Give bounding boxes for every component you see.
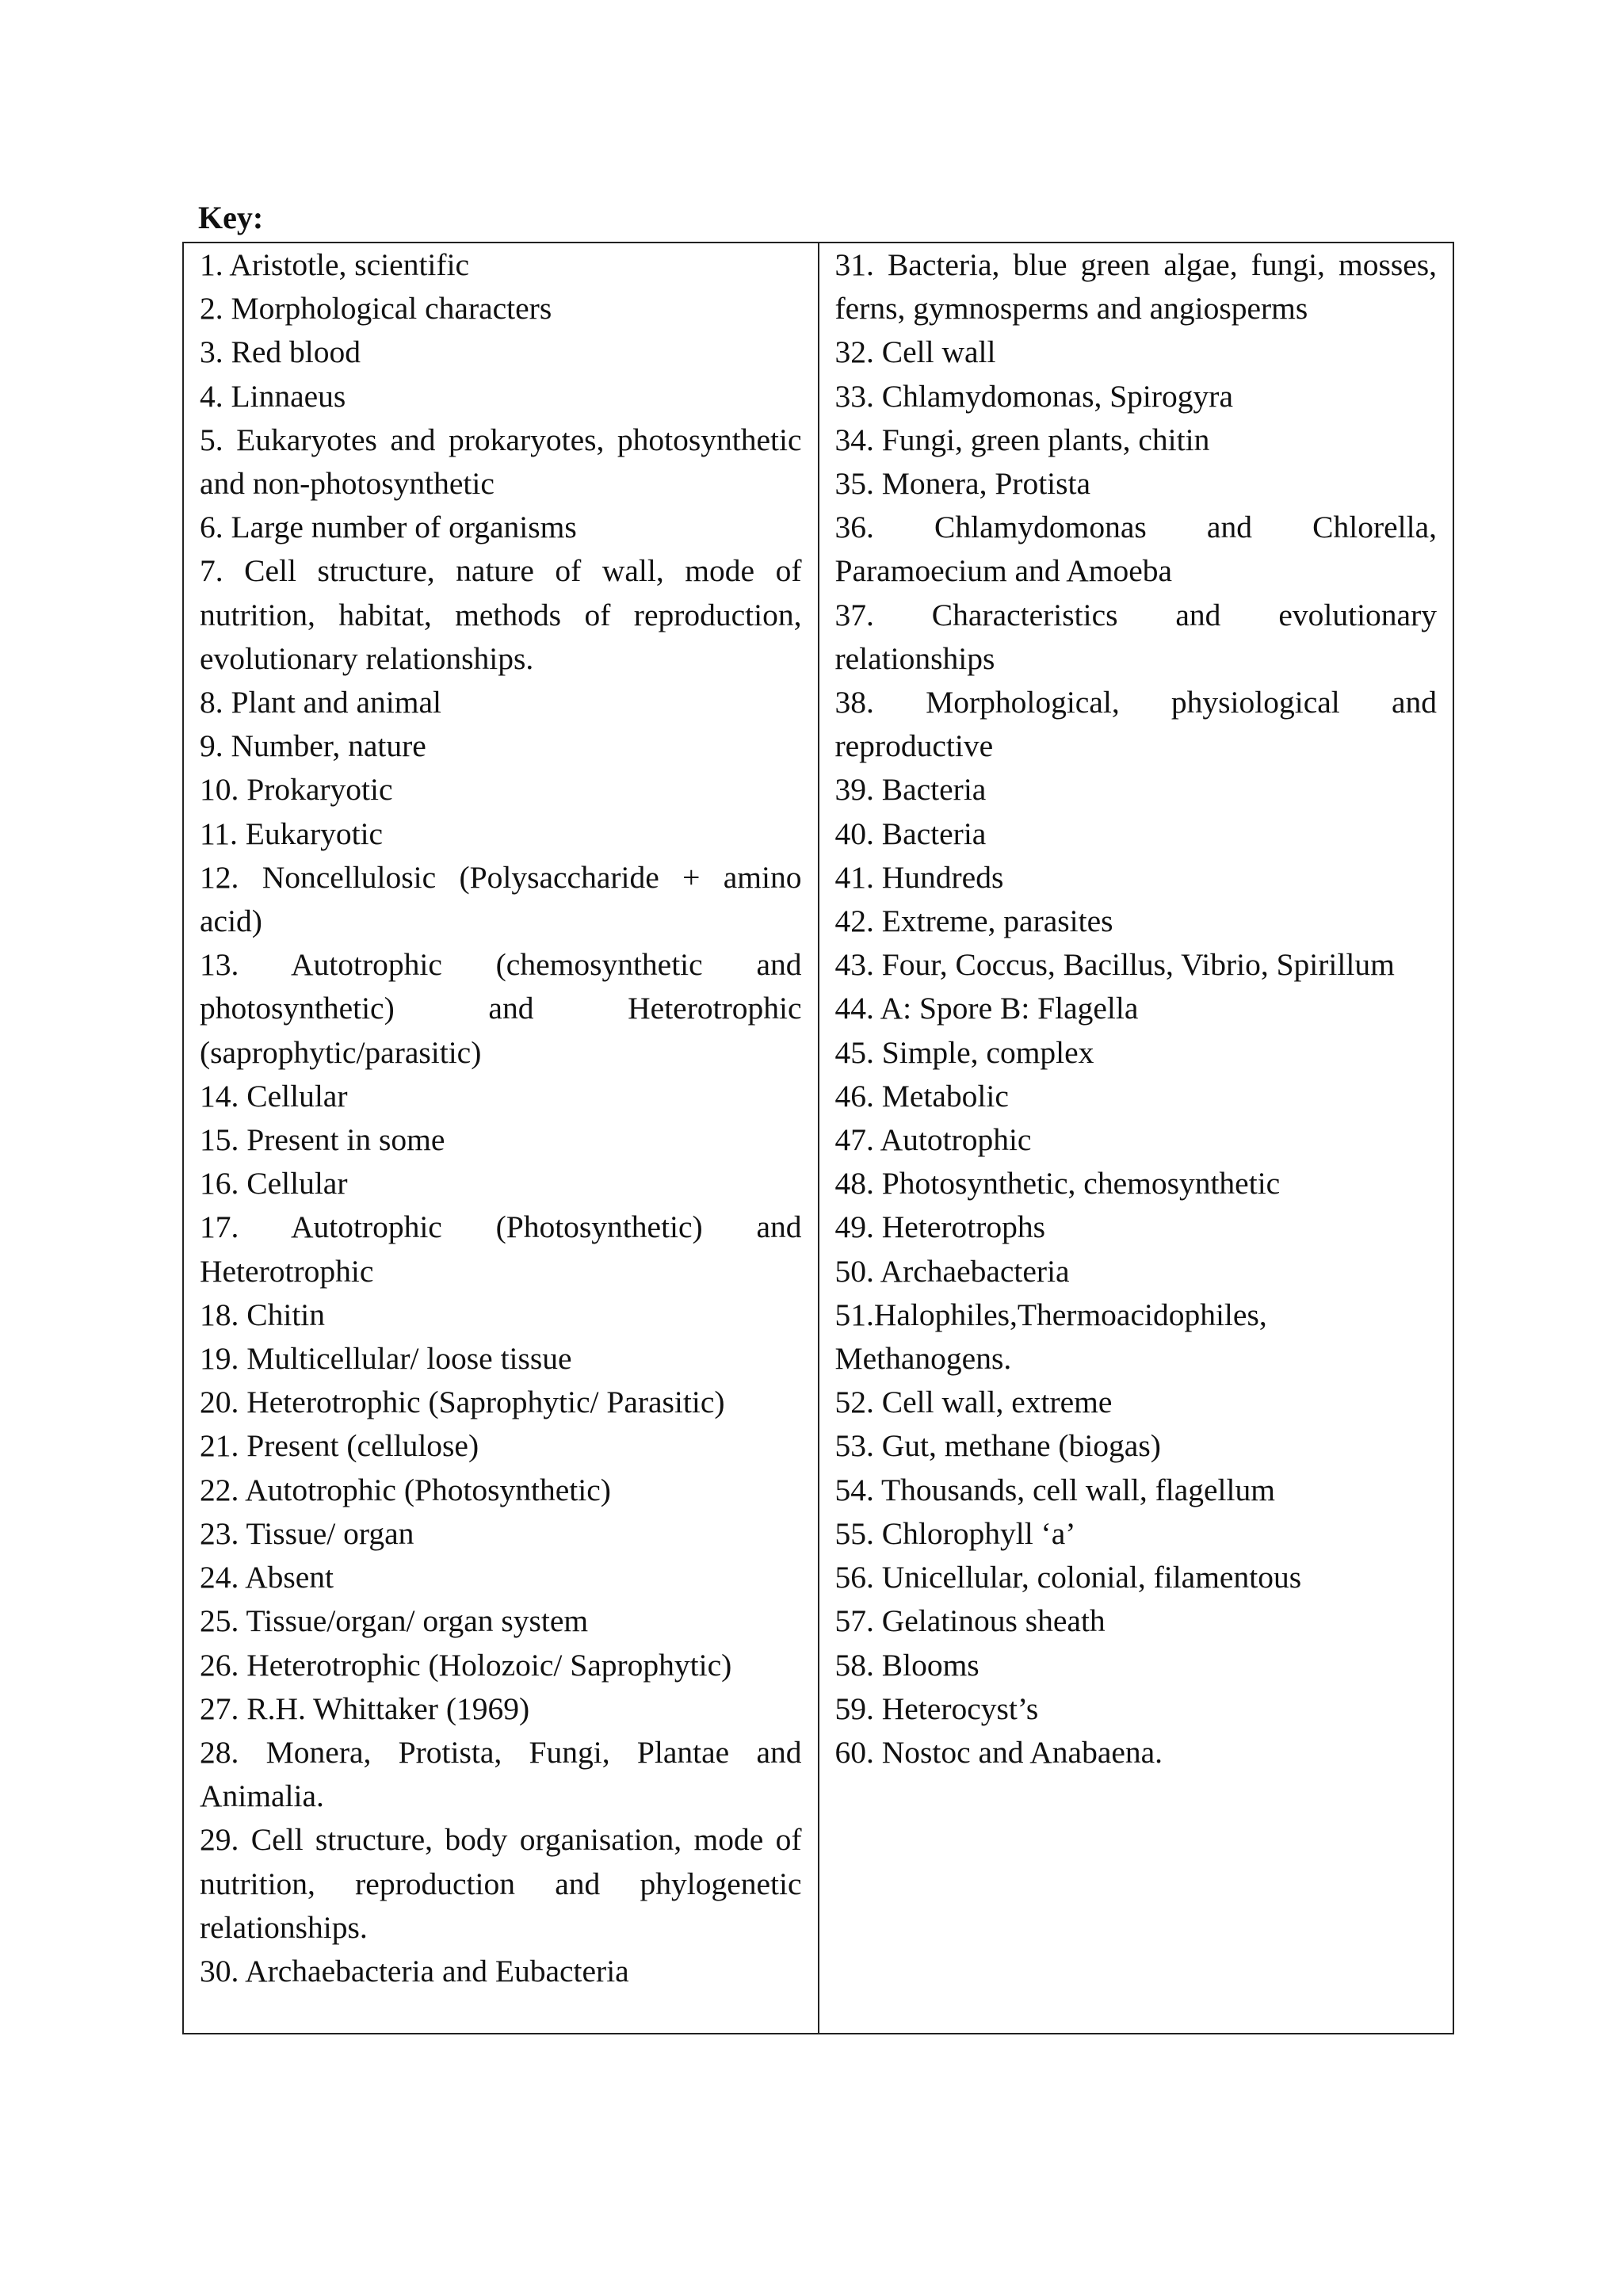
answer-item: 39. Bacteria xyxy=(834,772,987,808)
answer-item: 3. Red blood xyxy=(200,334,361,370)
answer-item: 51.Halophiles,Thermoacidophiles, Methanogens. xyxy=(834,1297,1267,1377)
answer-item: 20. Heterotrophic (Saprophytic/ Parasitic) xyxy=(200,1385,725,1420)
answer-item: 50. Archaebacteria xyxy=(834,1253,1070,1289)
answer-item: 34. Fungi, green plants, chitin xyxy=(834,422,1210,457)
answer-column-right xyxy=(819,243,1454,2034)
answer-item: 49. Heterotrophs xyxy=(834,1209,1045,1245)
answer-item: 28. Monera, Protista, Fungi, Plantae and Animalia. xyxy=(200,1734,802,1814)
answer-item: 25. Tissue/organ/ organ system xyxy=(200,1603,589,1639)
answer-item: 23. Tissue/ organ xyxy=(200,1515,414,1551)
answer-item: 52. Cell wall, extreme xyxy=(834,1385,1113,1420)
answer-list-right xyxy=(835,243,1438,1775)
answer-item: 15. Present in some xyxy=(200,1122,445,1158)
answer-item: 32. Cell wall xyxy=(834,334,996,370)
answer-item: 35. Monera, Protista xyxy=(834,466,1091,502)
answer-item: 48. Photosynthetic, chemosynthetic xyxy=(834,1166,1281,1201)
answer-item: 42. Extreme, parasites xyxy=(834,904,1113,939)
answer-item: 4. Linnaeus xyxy=(200,378,346,414)
answer-key-row xyxy=(183,243,1453,2034)
answer-item: 30. Archaebacteria and Eubacteria xyxy=(200,1953,629,1988)
answer-item: 26. Heterotrophic (Holozoic/ Saprophytic) xyxy=(200,1647,732,1683)
answer-item: 38. Morphological, physiological and reproductive xyxy=(834,685,1437,764)
answer-item: 58. Blooms xyxy=(834,1647,980,1683)
answer-key-table xyxy=(182,242,1454,2034)
answer-item: 21. Present (cellulose) xyxy=(200,1428,479,1464)
answer-item: 44. A: Spore B: Flagella xyxy=(834,991,1139,1026)
answer-item: 37. Characteristics and evolutionary relationships xyxy=(834,597,1437,676)
answer-item: 43. Four, Coccus, Bacillus, Vibrio, Spirillum xyxy=(834,947,1395,983)
answer-item: 5. Eukaryotes and prokaryotes, photosynthetic and non-photosynthetic xyxy=(200,422,802,502)
answer-item: 36. Chlamydomonas and Chlorella, Paramoecium and Amoeba xyxy=(834,510,1437,589)
answer-item: 45. Simple, complex xyxy=(834,1034,1094,1070)
answer-item: 7. Cell structure, nature of wall, mode of nutrition, habitat, methods of reproduction, evolutionary relationships. xyxy=(200,553,802,676)
answer-column-left xyxy=(183,243,819,2034)
answer-item: 31. Bacteria, blue green algae, fungi, mosses, ferns, gymnosperms and angiosperms xyxy=(834,247,1437,327)
answer-item: 22. Autotrophic (Photosynthetic) xyxy=(200,1472,611,1507)
answer-item: 9. Number, nature xyxy=(200,728,426,764)
answer-item: 59. Heterocyst’s xyxy=(834,1690,1039,1726)
answer-item: 55. Chlorophyll ‘a’ xyxy=(834,1515,1076,1551)
answer-item: 10. Prokaryotic xyxy=(200,772,393,808)
answer-list-left xyxy=(200,243,802,1993)
answer-item: 17. Autotrophic (Photosynthetic) and Heterotrophic xyxy=(200,1209,802,1289)
answer-item: 57. Gelatinous sheath xyxy=(834,1603,1106,1639)
key-heading: Key: xyxy=(198,200,264,235)
answer-item: 19. Multicellular/ loose tissue xyxy=(200,1341,572,1377)
answer-item: 60. Nostoc and Anabaena. xyxy=(834,1734,1163,1770)
answer-item: 14. Cellular xyxy=(200,1078,348,1114)
answer-item: 18. Chitin xyxy=(200,1297,326,1332)
answer-item: 41. Hundreds xyxy=(834,859,1004,895)
answer-item: 56. Unicellular, colonial, filamentous xyxy=(834,1560,1302,1595)
answer-item: 8. Plant and animal xyxy=(200,685,441,720)
answer-item: 16. Cellular xyxy=(200,1166,348,1201)
answer-item: 29. Cell structure, body organisation, mode of nutrition, reproduction and phylogenetic relationships. xyxy=(200,1822,802,1945)
answer-item: 47. Autotrophic xyxy=(834,1122,1032,1158)
answer-item: 46. Metabolic xyxy=(834,1078,1009,1114)
answer-item: 33. Chlamydomonas, Spirogyra xyxy=(834,378,1233,414)
answer-item: 11. Eukaryotic xyxy=(200,816,384,851)
answer-item: 6. Large number of organisms xyxy=(200,510,577,545)
answer-item: 2. Morphological characters xyxy=(200,291,552,327)
answer-item: 40. Bacteria xyxy=(834,816,987,851)
answer-item: 54. Thousands, cell wall, flagellum xyxy=(834,1472,1275,1507)
answer-item: 12. Noncellulosic (Polysaccharide + amino acid) xyxy=(200,859,802,939)
answer-item: 24. Absent xyxy=(200,1560,334,1595)
answer-item: 13. Autotrophic (chemosynthetic and photosynthetic) and Heterotrophic (saprophytic/parasitic) xyxy=(200,947,802,1070)
answer-item: 1. Aristotle, scientific xyxy=(200,247,470,282)
answer-item: 53. Gut, methane (biogas) xyxy=(834,1428,1161,1464)
answer-item: 27. R.H. Whittaker (1969) xyxy=(200,1690,530,1726)
